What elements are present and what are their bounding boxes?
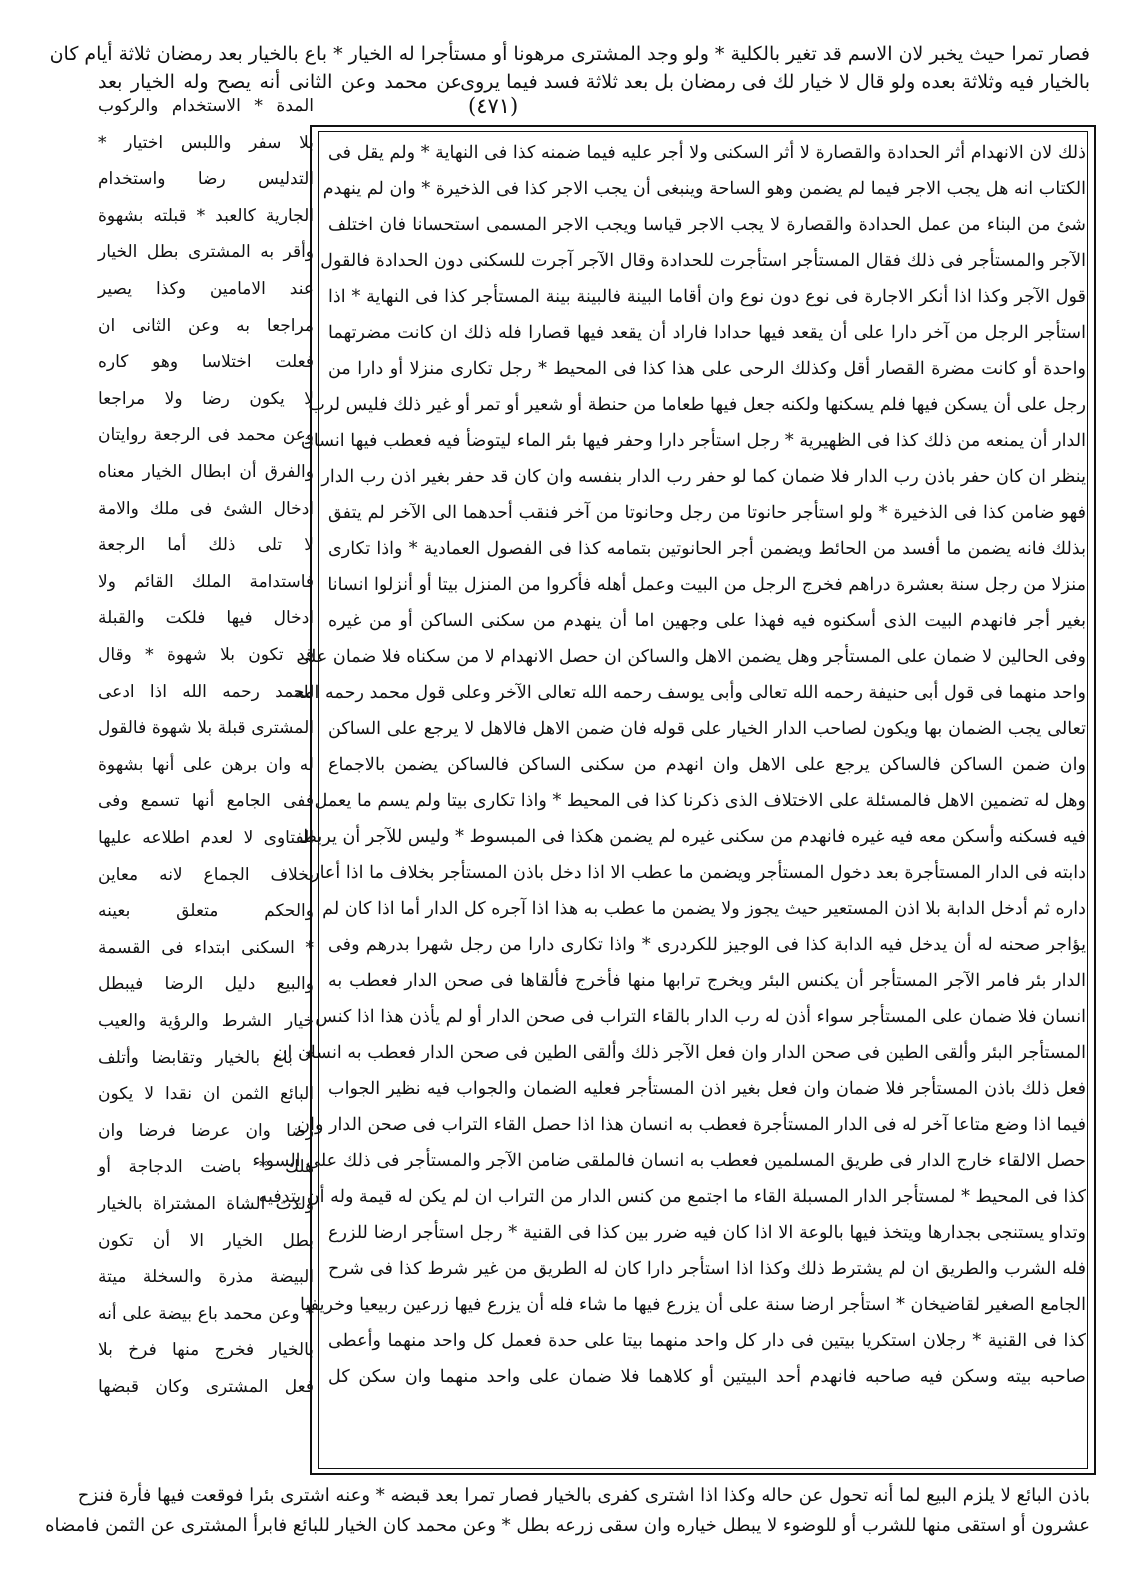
margin-text-line: خيار الشرط والرؤية والعيب <box>98 1011 314 1031</box>
main-text-line: صاحبه بيته وسكن فيه صاحبه فانهدم أحد البيتين أو كلاهما فلا ضمان على واحد منهما وان سكن كل <box>328 1367 1086 1387</box>
margin-text-line: رضا وان عرضا فرضا وان <box>98 1120 314 1141</box>
main-text-line: وان ضمن الساكن فالساكن يرجع على الاهل وان انهدم من سكنى الساكن فالساكن يضمن بالاجماع <box>328 755 1086 775</box>
main-text-line: داره ثم أدخل الدابة بلا اذن المستعير حيث يجوز ولا يضمن ما عطب به هذا اذا آجره كل الدار أما اذا كان لم <box>322 899 1086 919</box>
main-text-line: واحدة أو كانت مضرة القصار أقل وكذلك الرحى على هذا كذا فى المحيط * رجل تكارى منزلا أو دارا من <box>328 359 1086 379</box>
margin-text-line: المدة * الاستخدام والركوب <box>98 96 314 116</box>
margin-text-line: لا يكون رضا ولا مراجعا <box>98 388 314 409</box>
margin-text-line: * السكنى ابتداء فى القسمة <box>98 937 314 958</box>
margin-text-line: * وعن محمد باع بيضة على أنه <box>98 1303 314 1324</box>
main-text-line: الجامع الصغير لقاضيخان * استأجر ارضا سنة على أن يزرع فيها ما شاء فله أن يزرع فيها زرعين ربيعيا وخريفيا <box>300 1295 1086 1315</box>
margin-text-line: المشترى قبلة بلا شهوة فالقول <box>98 718 314 739</box>
main-text-line: كذا فى القنية * رجلان استكريا بيتين فى دار كل واحد منهما بيتا على حدة فعمل كل واحد منهما وأعطى <box>328 1331 1086 1351</box>
main-text-line: واحد منهما فى قول أبى حنيفة رحمه الله تعالى وأبى يوسف رحمه الله تعالى الآخر وعلى قول محمد رحمه الله <box>293 683 1086 703</box>
margin-text-line: ففى الجامع أنها تسمع وفى <box>98 791 314 812</box>
main-text-line: فهو ضامن كذا فى الذخيرة * ولو استأجر حانوتا من رجل وحانوتا من آخر فنقب أحدهما الى الآخر لم يتفق <box>328 503 1086 523</box>
margin-text-line: البيضة مذرة والسخلة ميتة <box>98 1267 314 1288</box>
main-text-line: دابته فى الدار المستأجرة بعد دخول المستأجر ويضمن ما عطب الا اذا دخل باذن المستأجر بخلاف ما اذا أعار <box>311 863 1086 883</box>
main-text-line: وتداو يستنجى بجدارها ويتخذ فيها بالوعة الا اذا كان فيه ضرر بين كذا فى القنية * رجل استأجر ارضا للزرع <box>328 1223 1086 1243</box>
main-text-line: فيه فسكنه وأسكن معه فيه غيره فانهدم من سكنى غيره لم يضمن هكذا فى المبسوط * وليس للآجر أن يربط <box>300 827 1086 847</box>
main-text-line: وفى الحالين لا ضمان على المستأجر وهل يضمن الاهل والساكن ان حصل الانهدام لا من سكناه فلا ضمان على <box>296 647 1086 667</box>
margin-text-line: مراجعا به وعن الثانى ان <box>98 315 314 336</box>
margin-text-line: بطل الخيار الا أن تكون <box>98 1230 314 1251</box>
margin-text-line: وأقر به المشترى بطل الخيار <box>98 242 314 263</box>
margin-text-line: * باع بالخيار وتقابضا وأتلف <box>98 1047 314 1068</box>
margin-text-line: والحكم متعلق بعينه <box>98 901 314 922</box>
margin-text-line: لا تلى ذلك أما الرجعة <box>98 535 314 556</box>
margin-text-line: هلك * باضت الدجاجة أو <box>98 1157 314 1178</box>
margin-text-line: بخلاف الجماع لانه معاين <box>98 864 314 885</box>
margin-text-line: محمد رحمه الله اذا ادعى <box>98 681 314 702</box>
main-text-line: الدار أن يمنعه من ذلك كذا فى الظهيرية * رجل استأجر دارا وحفر فيها بئر الماء ليتوضأ فيه فعطب فيها انسان <box>300 431 1086 451</box>
margin-text-line: وعن محمد فى الرجعة روايتان <box>98 425 314 446</box>
margin-text-line: ولدت الشاة المشتراة بالخيار <box>98 1194 314 1214</box>
main-text-line: المستأجر البئر وألقى الطين فى صحن الدار وان فعل الآجر ذلك وألقى الطين فى صحن الدار فعطب به انسان ان <box>274 1043 1086 1063</box>
margin-text-line: بلا سفر واللبس اختيار * <box>98 132 314 153</box>
main-text-line: انسان فلا ضمان على المستأجر سواء أذن له رب الدار بالقاء التراب فى صحن الدار أو لم يأذن هذا اذا كنس <box>315 1007 1086 1027</box>
main-text-line: قول الآجر وكذا اذا أنكر الاجارة فى نوع دون نوع وان أقاما البينة فالبينة بينة المستأجر كذا فى النهاية * اذا <box>328 287 1086 307</box>
footer-text-line: باذن البائع لا يلزم البيع لما أنه تحول عن حاله وكذا اذا اشترى كفرى بالخيار فصار تمرا بعد قبضه * وعنه اشترى بئرا فوقعت فيها فأرة فنزح <box>77 1485 1090 1506</box>
main-text-line: ذلك لان الانهدام أثر الحدادة والقصارة لا أثر السكنى ولا أجر عليه فيما ضمنه كذا فى النهاية * ولم يقل فى <box>328 143 1086 163</box>
margin-text-line: فعلت اختلاسا وهو كاره <box>98 352 314 373</box>
margin-text-line: والفرق أن ابطال الخيار معناه <box>98 462 314 482</box>
main-text-line: شئ من البناء من عمل الحدادة والقصارة لا يجب الاجر قياسا ويجب الاجر المسمى استحسانا فان اختلف <box>328 215 1086 235</box>
margin-text-line: والبيع دليل الرضا فيبطل <box>98 974 314 995</box>
margin-text-line: البائع الثمن ان نقدا لا يكون <box>98 1084 314 1105</box>
margin-text-line: عند الامامين وكذا يصير <box>98 279 314 299</box>
margin-text-line: له وان برهن على أنها بشهوة <box>98 754 314 775</box>
margin-text-line: ادخال الشئ فى ملك والامة <box>98 498 314 519</box>
main-text-line: فله الشرب والطريق ان لم يشترط ذلك وكذا اذا استأجر دارا كان له الطريق من غير شرط كذا فى شرح <box>328 1259 1086 1279</box>
page-number: (٤٧١) <box>468 94 519 118</box>
main-text-line: يؤاجر صحنه له أن يدخل فيه الدابة كذا فى الوجيز للكردرى * واذا تكارى دارا من رجل شهرا بدرهم وفى <box>328 935 1086 955</box>
main-text-line: منزلا من رجل سنة بعشرة دراهم فخرج الرجل من البيت وعمل أهله فأكروا من المنزل بيتا أو أنزلوا انسانا <box>327 575 1086 595</box>
top-line-1: فصار تمرا حيث يخبر لان الاسم قد تغير بالكلية * ولو وجد المشترى مرهونا أو مستأجرا له الخيار * باع بالخيار بعد رمضان ثلاثة أيام كان <box>49 43 1090 65</box>
top-line-2: بالخيار فيه وثلاثة بعده ولو قال لا خيار لك فى رمضان بل بعد ثلاثة فسد فيما يروى <box>460 71 1090 93</box>
main-text-line: حصل الالقاء خارج الدار فى طريق المسلمين فعطب به انسان فالملقى ضامن الآجر والمستأجر فى ذلك على السواء <box>252 1151 1086 1171</box>
margin-text-line: قد تكون بلا شهوة * وقال <box>98 645 314 665</box>
margin-text-line: ادخال فيها فلكت والقبلة <box>98 608 314 629</box>
main-text-line: وهل له تضمين الاهل فالمسئلة على الاختلاف الذى ذكرنا كذا فى المحيط * واذا تكارى بيتا ولم يسم ما يعمل <box>314 791 1086 811</box>
main-text-line: رجل على أن يسكن فيها فلم يسكنها ولكنه جعل فيها طعاما من حنطة أو شعير أو تمر أو غير ذلك فليس لرب <box>308 395 1086 415</box>
main-text-line: فعل ذلك باذن المستأجر فلا ضمان وان فعل بغير اذن المستأجر فعليه الضمان والجواب فيه نظير الجواب <box>328 1079 1086 1099</box>
top-line-3: عن محمد وعن الثانى أنه يصح وله الخيار بعد <box>98 71 462 93</box>
margin-text-line: التدليس رضا واستخدام <box>98 169 314 190</box>
main-text-line: الآجر والمستأجر فى ذلك فقال المستأجر استأجرت للحدادة وقال الآجر آجرت للسكنى دون الحدادة فالقول <box>320 251 1086 271</box>
margin-text-line: الجارية كالعبد * قبلته بشهوة <box>98 205 314 226</box>
main-text-line: بغير أجر فانهدم البيت الذى أسكنوه فيه فهذا على وجهين اما أن ينهدم من سكنى الساكن أو من غيره <box>328 611 1086 631</box>
margin-text-line: الفتاوى لا لعدم اطلاعه عليها <box>98 828 314 848</box>
margin-text-line: فاستدامة الملك القائم ولا <box>98 571 314 592</box>
main-text-line: ينظر ان كان حفر باذن رب الدار فلا ضمان كما لو حفر رب الدار بنفسه وان كان قد حفر بغير اذن رب الدار <box>321 467 1086 487</box>
main-text-line: الكتاب انه هل يجب الاجر فيما لم يضمن وهو الساحة وينبغى أن يجب الاجر كذا فى الذخيرة * وان لم ينهدم <box>322 179 1086 199</box>
footer-text-line: عشرون أو استقى منها للشرب أو للوضوء لا يبطل خياره وان سقى زرعه بطل * وعن محمد كان الخيار للبائع فابرأ المشترى عن الثمن فامضاه <box>45 1515 1090 1536</box>
main-text-line: تعالى يجب الضمان بها ويكون لصاحب الدار الخيار على قوله فان ضمن الاهل فالاهل لا يرجع على الساكن <box>328 719 1086 739</box>
main-text-line: استأجر الرجل من آخر دارا على أن يقعد فيها حدادا فاراد أن يقعد فيها قصارا فله ذلك ان كانت مضرتهما <box>328 323 1086 343</box>
margin-text-line: بالخيار فخرج منها فرخ بلا <box>98 1340 314 1361</box>
main-text-line: فيما اذا وضع متاعا آخر له فى الدار المستأجرة فعطب به انسان هذا اذا حصل القاء التراب فى صحن الدار وان <box>297 1115 1086 1135</box>
main-text-line: بذلك فانه يضمن ما أفسد من الحائط ويضمن أجر الحانوتين بتمامه كذا فى الفصول العمادية * واذا تكارى <box>328 539 1086 559</box>
main-text-line: كذا فى المحيط * لمستأجر الدار المسبلة القاء ما اجتمع من كنس الدار من التراب ان لم يكن له قيمة وله أن يتدفيه <box>258 1187 1086 1207</box>
main-text-line: الدار بئر فامر الآجر المستأجر أن يكنس البئر ويخرج ترابها منها فأخرج فألقاها فى صحن الدار فعطب به <box>328 971 1086 991</box>
margin-text-line: فعل المشترى وكان قبضها <box>98 1377 314 1397</box>
